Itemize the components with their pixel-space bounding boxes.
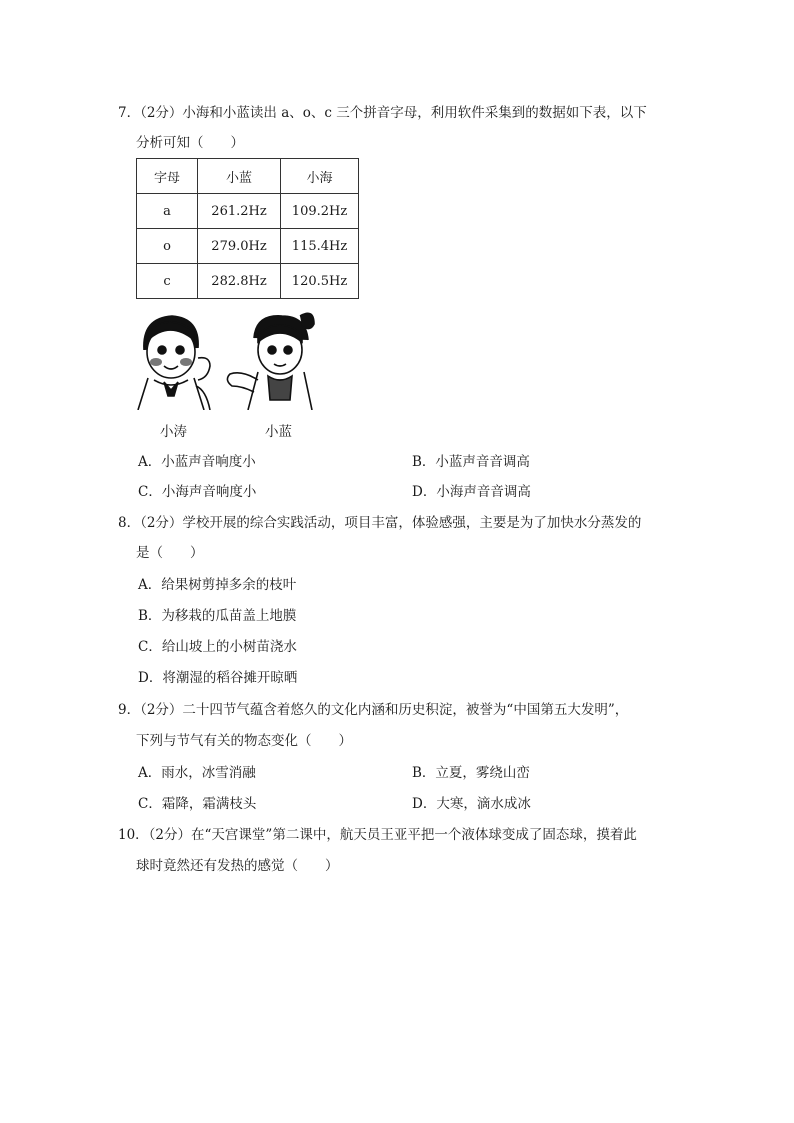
q7-option-a[interactable]: A．小蓝声音响度小 [138, 454, 256, 470]
girl-figure [227, 313, 314, 410]
table-row [137, 229, 359, 264]
boy-figure [138, 316, 210, 410]
table-cell: 282.8Hz [198, 264, 281, 299]
table-cell: 115.4Hz [281, 229, 359, 264]
table-cell: 109.2Hz [281, 194, 359, 229]
table-header-cell: 小蓝 [198, 159, 281, 194]
table-row [137, 194, 359, 229]
table-header-row [137, 159, 359, 194]
table-header-cell: 小海 [281, 159, 359, 194]
table-cell: 261.2Hz [198, 194, 281, 229]
table-cell: 120.5Hz [281, 264, 359, 299]
q7-option-d[interactable]: D．小海声音音调高 [412, 484, 531, 500]
q8-option-c[interactable]: C．给山坡上的小树苗浇水 [138, 639, 297, 655]
q9-stem-line2: 下列与节气有关的物态变化（ ） [136, 733, 352, 749]
table-cell: 279.0Hz [198, 229, 281, 264]
q8-option-d[interactable]: D．将潮湿的稻谷摊开晾晒 [138, 670, 298, 686]
caption-xiaolan: 小蓝 [265, 424, 292, 440]
q7-stem-line2: 分析可知（ ） [136, 135, 244, 151]
table-header-cell: 字母 [137, 159, 198, 194]
table-cell: a [137, 194, 198, 229]
q9-option-d[interactable]: D．大寒，滴水成冰 [412, 796, 531, 812]
q9-stem-line1: 9．（2分）二十四节气蕴含着悠久的文化内涵和历史积淀，被誉为“中国第五大发明”， [118, 702, 629, 718]
table-row [137, 264, 359, 299]
q10-stem-line1: 10．（2分）在“天宫课堂”第二课中，航天员王亚平把一个液体球变成了固态球，摸着此 [118, 827, 637, 843]
q9-option-b[interactable]: B．立夏，雾绕山峦 [412, 765, 530, 781]
table-cell: c [137, 264, 198, 299]
q8-option-a[interactable]: A．给果树剪掉多余的枝叶 [138, 577, 297, 593]
table-cell: o [137, 229, 198, 264]
q9-option-c[interactable]: C．霜降，霜满枝头 [138, 796, 257, 812]
q8-stem-line1: 8．（2分）学校开展的综合实践活动，项目丰富，体验感强，主要是为了加快水分蒸发的 [118, 515, 642, 531]
q7-stem-line1: 7．（2分）小海和小蓝读出 a、o、c 三个拼音字母，利用软件采集到的数据如下表，以下 [118, 105, 647, 121]
q7-option-c[interactable]: C．小海声音响度小 [138, 484, 257, 500]
q9-option-a[interactable]: A．雨水，冰雪消融 [138, 765, 256, 781]
frequency-table [136, 158, 359, 299]
caption-xiaotao: 小涛 [160, 424, 187, 440]
q10-stem-line2: 球时竟然还有发热的感觉（ ） [136, 858, 339, 874]
q7-option-b[interactable]: B．小蓝声音音调高 [412, 454, 530, 470]
q8-stem-line2: 是（ ） [136, 545, 204, 561]
q8-option-b[interactable]: B．为移栽的瓜苗盖上地膜 [138, 608, 297, 624]
children-illustration [134, 310, 316, 410]
